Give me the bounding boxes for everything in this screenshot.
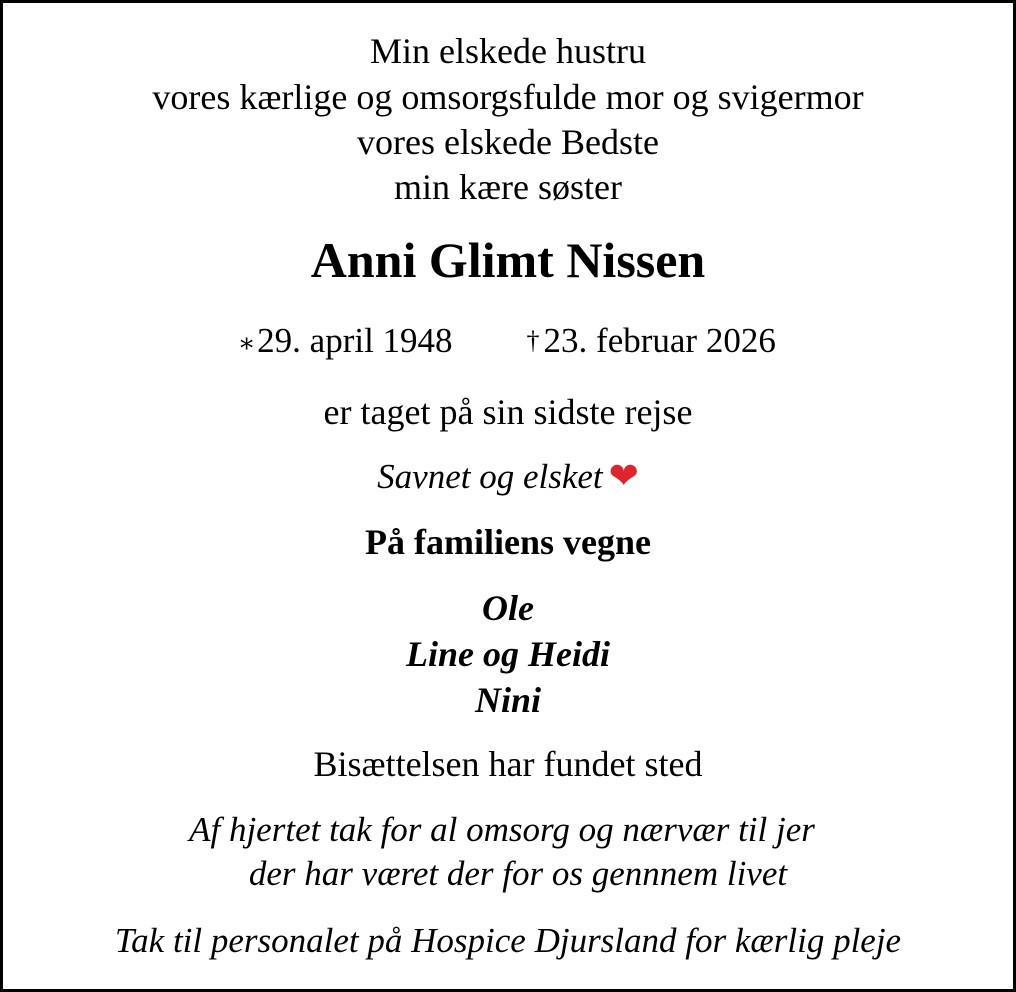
intro-line: vores elskede Bedste	[357, 122, 659, 162]
thanks-line: der har været der for os gennnem livet	[248, 854, 788, 893]
intro-line: min kære søster	[394, 167, 622, 207]
family-member: Ole	[482, 588, 534, 628]
heart-icon: ❤	[608, 456, 639, 496]
death-date: 23. februar 2026	[543, 321, 776, 360]
intro-line: vores kærlige og omsorgsfulde mor og svigermor	[152, 77, 864, 117]
family-heading: På familiens vegne	[365, 522, 651, 562]
birth-date-group	[240, 321, 452, 360]
life-dates	[3, 323, 1013, 358]
missed-line	[3, 458, 1013, 494]
family-member: Line og Heidi	[406, 634, 610, 674]
birth-date: 29. april 1948	[257, 321, 453, 360]
journey-text: er taget på sin sidste rejse	[323, 392, 693, 432]
death-cross-icon: †	[526, 326, 540, 355]
missed-text: Savnet og elsket	[377, 457, 603, 496]
intro-line: Min elskede hustru	[370, 31, 646, 71]
death-date-group	[527, 321, 776, 360]
thanks-line: Af hjertet tak for al omsorg og nærvær til jer	[189, 810, 815, 849]
hospice-thanks: Tak til personalet på Hospice Djursland for kærlig pleje	[114, 921, 902, 960]
ceremony-text: Bisættelsen har fundet sted	[313, 744, 703, 784]
family-member: Nini	[474, 680, 542, 720]
birth-star-icon: ⁎	[240, 326, 254, 355]
deceased-name: Anni Glimt Nissen	[310, 232, 706, 288]
